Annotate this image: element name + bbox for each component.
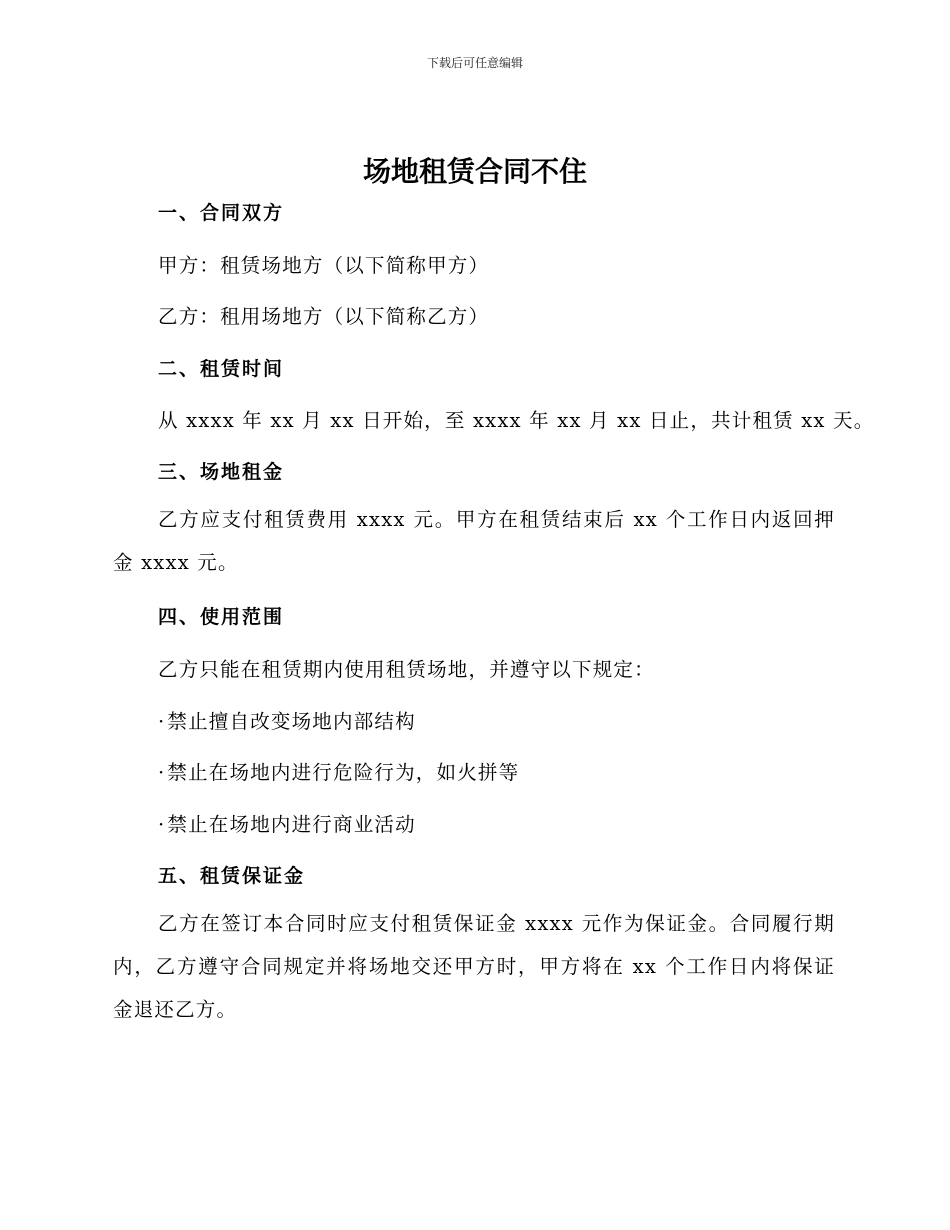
section-heading-usage: 四、使用范围 [158, 606, 285, 628]
usage-rule-text: 禁止擅自改变场地内部结构 [167, 710, 416, 733]
section-heading-deposit: 五、租赁保证金 [158, 865, 306, 887]
bullet-icon: · [158, 813, 166, 836]
usage-rule-text: 禁止在场地内进行商业活动 [167, 813, 416, 836]
usage-intro: 乙方只能在租赁期内使用租赁场地，并遵守以下规定： [158, 658, 655, 681]
bullet-icon: · [158, 710, 166, 733]
party-a-line: 甲方：租赁场地方（以下简称甲方） [158, 254, 490, 277]
usage-rule-item [158, 757, 519, 785]
deposit-paragraph: 乙方在签订本合同时应支付租赁保证金 xxxx 元作为保证金。合同履行期内，乙方遵守合同规定并将场地交还甲方时，甲方将在 xx 个工作日内将保证金退还乙方。 [113, 912, 835, 1021]
rent-paragraph: 乙方应支付租赁费用 xxxx 元。甲方在租赁结束后 xx 个工作日内返回押金 xxxx 元。 [113, 508, 835, 574]
document-title: 场地租赁合同不住 [362, 155, 587, 188]
section-heading-lease-term: 二、租赁时间 [158, 358, 285, 380]
lease-term-text: 从 xxxx 年 xx 月 xx 日开始，至 xxxx 年 xx 月 xx 日止，共计租赁 xx 天。 [158, 409, 875, 432]
usage-rule-item [158, 706, 416, 734]
bullet-icon: · [158, 761, 166, 784]
usage-rule-text: 禁止在场地内进行危险行为，如火拼等 [167, 761, 520, 784]
section-heading-parties: 一、合同双方 [158, 202, 285, 224]
page-header-note: 下载后可任意编辑 [426, 56, 523, 70]
section-heading-rent: 三、场地租金 [158, 461, 285, 483]
usage-rule-item [158, 809, 416, 837]
party-b-line: 乙方：租用场地方（以下简称乙方） [158, 305, 490, 328]
